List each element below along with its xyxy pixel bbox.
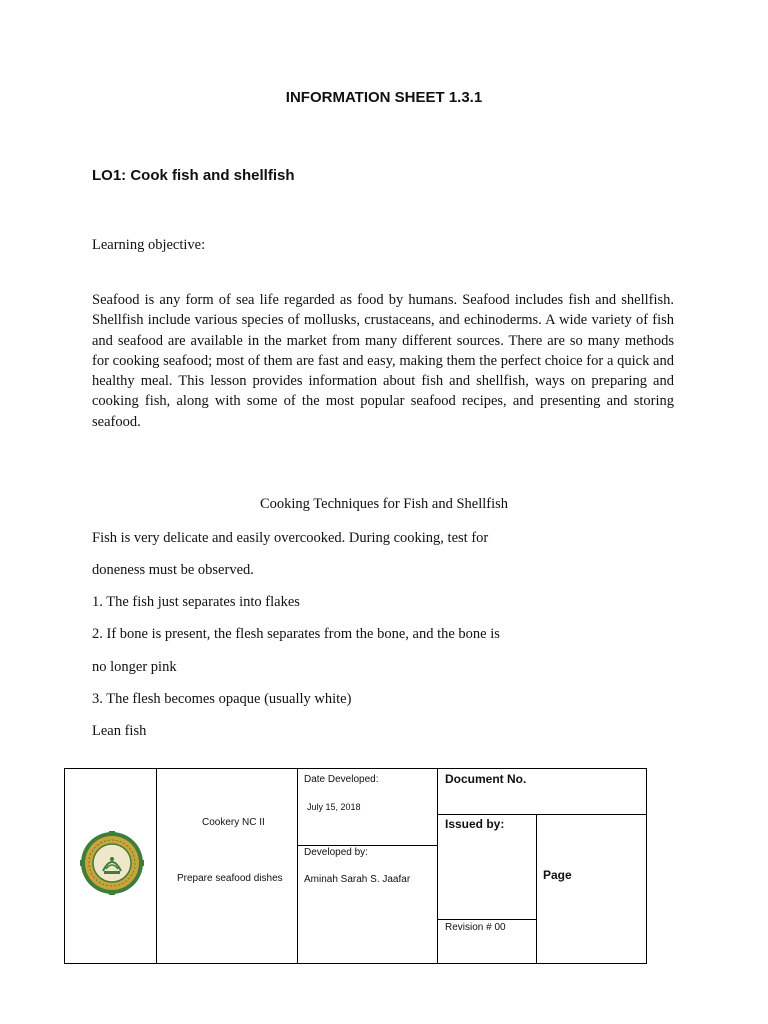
intro-paragraph: Seafood is any form of sea life regarded as food by humans. Seafood includes fish and shellfish. Shellfish include various species of mollusks, crustaceans, and echinoderms. A wide variety of fish and seafood are available in the market from many different sources. There are so many methods for cooking seafood; most of them are fast and easy, making them the perfect choice for a quick and healthy meal. This lesson provides information about fish and shellfish, ways on preparing and cooking fish, along with some of the most popular seafood recipes, and presenting and storing seafood. bbox=[92, 292, 674, 430]
list-item: 1. The fish just separates into flakes bbox=[92, 594, 300, 610]
document-footer-table bbox=[64, 768, 647, 964]
table-divider bbox=[437, 769, 438, 963]
course-name: Cookery NC II bbox=[202, 817, 265, 828]
table-divider bbox=[437, 919, 537, 920]
document-title: INFORMATION SHEET 1.3.1 bbox=[285, 89, 483, 106]
section-heading: Cooking Techniques for Fish and Shellfish bbox=[259, 496, 509, 512]
developed-by-value: Aminah Sarah S. Jaafar bbox=[304, 874, 411, 885]
date-developed-label: Date Developed: bbox=[304, 774, 379, 785]
body-line: Fish is very delicate and easily overcooked. During cooking, test for bbox=[92, 530, 489, 546]
list-item: 2. If bone is present, the flesh separates from the bone, and the bone is bbox=[92, 626, 500, 642]
issued-by-label: Issued by: bbox=[445, 817, 505, 831]
table-divider bbox=[536, 814, 537, 964]
table-divider bbox=[297, 845, 438, 846]
module-name: Prepare seafood dishes bbox=[177, 873, 283, 884]
page-label: Page bbox=[543, 868, 572, 882]
developed-by-label: Developed by: bbox=[304, 847, 368, 858]
date-developed-value: July 15, 2018 bbox=[307, 802, 361, 812]
learning-objective-label: Learning objective: bbox=[92, 237, 206, 253]
table-divider bbox=[156, 769, 157, 963]
learning-outcome-title: LO1: Cook fish and shellfish bbox=[92, 167, 295, 184]
body-line: doneness must be observed. bbox=[92, 562, 254, 578]
list-item-continuation: no longer pink bbox=[92, 659, 177, 675]
table-divider bbox=[297, 769, 298, 963]
document-no-label: Document No. bbox=[445, 772, 527, 786]
table-divider bbox=[437, 814, 647, 815]
list-item: 3. The flesh becomes opaque (usually white) bbox=[92, 691, 352, 707]
body-line: Lean fish bbox=[92, 723, 147, 739]
revision-label: Revision # 00 bbox=[445, 922, 506, 933]
institute-seal-logo-icon bbox=[80, 831, 144, 895]
